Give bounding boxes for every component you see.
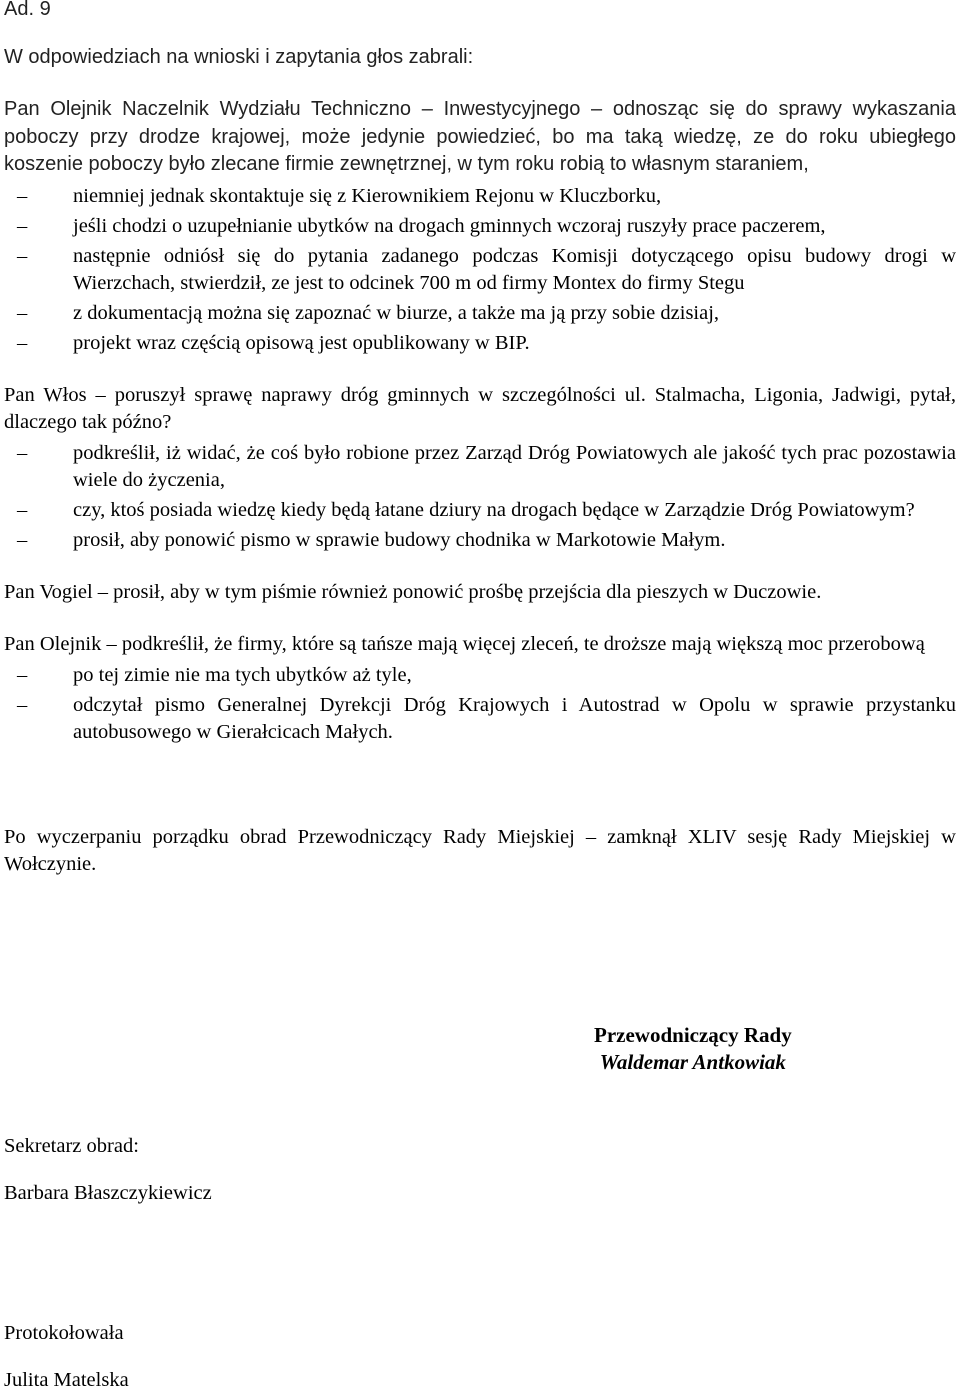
list-item: – odczytał pismo Generalnej Dyrekcji Dróg Krajowych i Autostrad w Opolu w sprawie przystanku autobusowego w Gierałcicach Małych. bbox=[4, 692, 956, 746]
olejnik-statement-text: Pan Olejnik – podkreślił, że firmy, które są tańsze mają więcej zleceń, te droższe mają większą moc przerobową bbox=[4, 632, 925, 655]
list-item: – podkreślił, iż widać, że coś było robione przez Zarząd Dróg Powiatowych ale jakość tych prac pozostawia wiele do życzenia, bbox=[4, 440, 956, 494]
chairman-signature bbox=[594, 1022, 792, 1076]
closing-text: Po wyczerpaniu porządku obrad Przewodniczący Rady Miejskiej – zamknął XLIV sesję Rady Miejskiej w Wołczynie. bbox=[4, 825, 956, 875]
list-item: – projekt wraz częścią opisową jest opublikowany w BIP. bbox=[4, 330, 956, 357]
olejnik-statement-list bbox=[4, 183, 956, 357]
list-item: – niemniej jednak skontaktuje się z Kierownikiem Rejonu w Kluczborku, bbox=[4, 183, 956, 210]
wlos-statement bbox=[4, 382, 956, 554]
vogiel-statement-text: Pan Vogiel – prosił, aby w tym piśmie również ponowić prośbę przejścia dla pieszych w Duczowie. bbox=[4, 580, 822, 603]
list-item: – następnie odniósł się do pytania zadanego podczas Komisji dotyczącego opisu budowy drogi w Wierzchach, stwierdził, ze jest to odcinek 700 m od firmy Montex do firmy Stegu bbox=[4, 243, 956, 297]
minutes-name: Julita Matelska bbox=[4, 1369, 129, 1391]
document-page bbox=[4, 0, 956, 878]
olejnik-statement-list bbox=[4, 662, 956, 746]
section-heading: Ad. 9 bbox=[4, 0, 51, 20]
olejnik-statement-text: Pan Olejnik Naczelnik Wydziału Techniczno – Inwestycyjnego – odnosząc się do sprawy wykaszania poboczy przy drodze krajowej, może jedynie powiedzieć, bo ma taką wiedzę, ze do roku ubiegłego koszenie poboczy było zlecane firmie zewnętrznej, w tym roku robią to własnym staraniem, bbox=[4, 98, 956, 175]
list-item: – czy, ktoś posiada wiedzę kiedy będą łatane dziury na drogach będące w Zarządzie Dróg Powiatowym? bbox=[4, 497, 956, 524]
secretary-name: Barbara Błaszczykiewicz bbox=[4, 1182, 212, 1204]
list-item: – po tej zimie nie ma tych ubytków aż tyle, bbox=[4, 662, 956, 689]
vogiel-statement bbox=[4, 579, 956, 606]
minutes-label: Protokołowała bbox=[4, 1322, 124, 1344]
secretary-block bbox=[4, 1133, 212, 1207]
minutes-block bbox=[4, 1320, 129, 1394]
list-item: – z dokumentacją można się zapoznać w biurze, a także ma ją przy sobie dzisiaj, bbox=[4, 300, 956, 327]
olejnik-statement-2 bbox=[4, 631, 956, 746]
secretary-label: Sekretarz obrad: bbox=[4, 1135, 139, 1157]
intro-text: W odpowiedziach na wnioski i zapytania głos zabrali: bbox=[4, 46, 474, 68]
list-item: – jeśli chodzi o uzupełnianie ubytków na drogach gminnych wczoraj ruszyły prace paczerem, bbox=[4, 213, 956, 240]
wlos-statement-list bbox=[4, 440, 956, 554]
signature-name: Waldemar Antkowiak bbox=[599, 1050, 786, 1074]
olejnik-statement-1 bbox=[4, 96, 956, 357]
wlos-statement-text: Pan Włos – poruszył sprawę naprawy dróg gminnych w szczególności ul. Stalmacha, Ligonia, Jadwigi, pytał, dlaczego tak późno? bbox=[4, 383, 956, 433]
list-item: – prosił, aby ponowić pismo w sprawie budowy chodnika w Markotowie Małym. bbox=[4, 527, 956, 554]
signature-title: Przewodniczący Rady bbox=[594, 1023, 792, 1047]
